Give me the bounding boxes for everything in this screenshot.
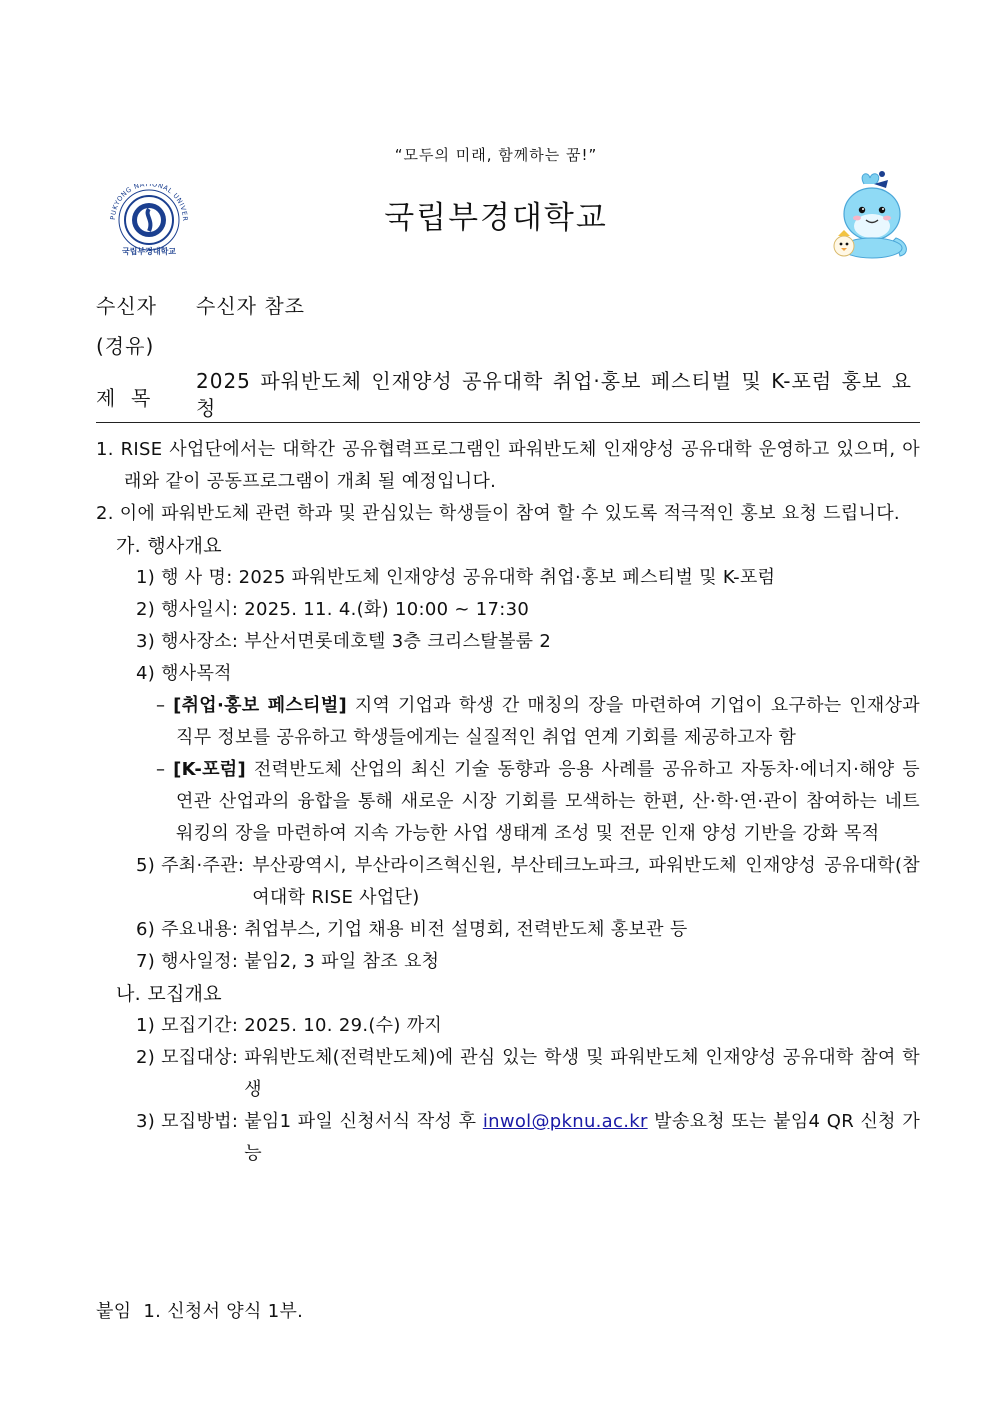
ga-item-4-purpose-b: – [K-포럼] 전력반도체 산업의 최신 기술 동향과 응용 사례를 공유하고 자동차·에너지·해양 등 연관 산업과의 융합을 통해 새로운 시장 기회를 모색하는 한편, 산·학·연·관이 참여하는 네트워킹의 장을 마련하여 지속 가능한 사업 생태계 조성 및 전문 인재 양성 기반을 강화 목적 bbox=[156, 759, 920, 844]
ga-item-5 bbox=[96, 850, 920, 914]
subject-label: 제 목 bbox=[96, 386, 152, 410]
festival-text: 지역 기업과 학생 간 매칭의 장을 마련하여 기업이 요구하는 인재상과 직무 정보를 공유하고 학생들에게는 실질적인 취업 연계 기회를 제공하고자 함 bbox=[176, 695, 920, 748]
na-item-3-label: 3) 모집방법: bbox=[136, 1111, 239, 1132]
paragraph-2: 2. 이에 파워반도체 관련 학과 및 관심있는 학생들이 참여 할 수 있도록 적극적인 홍보 요청 드립니다. bbox=[96, 503, 900, 524]
na-item-3 bbox=[96, 1106, 920, 1170]
recipient-value: 수신자 참조 bbox=[196, 294, 305, 318]
festival-tag: [취업·홍보 페스티벌] bbox=[173, 695, 348, 716]
subject-value: 2025 파워반도체 인재양성 공유대학 취업·홍보 페스티벌 및 K-포럼 홍보 요청 bbox=[196, 369, 912, 420]
na-item-1-value: 2025. 10. 29.(수) 까지 bbox=[244, 1015, 443, 1036]
ga-item-4-purpose-a: – [취업·홍보 페스티벌] 지역 기업과 학생 간 매칭의 장을 마련하여 기업이 요구하는 인재상과 직무 정보를 공유하고 학생들에게는 실질적인 취업 연계 기회를 제공하고자 함 bbox=[156, 695, 920, 748]
paragraph-1: 1. RISE 사업단에서는 대학간 공유협력프로그램인 파워반도체 인재양성 공유대학 운영하고 있으며, 아래와 같이 공동프로그램이 개최 될 예정입니다. bbox=[96, 439, 920, 492]
header-divider bbox=[96, 422, 920, 423]
ga-item-2 bbox=[96, 594, 920, 626]
section-ga-heading: 가. 행사개요 bbox=[116, 535, 222, 557]
na-item-2 bbox=[96, 1042, 920, 1106]
ga-item-6-value: 취업부스, 기업 채용 비전 설명회, 전력반도체 홍보관 등 bbox=[244, 919, 688, 940]
section-na-heading: 나. 모집개요 bbox=[116, 983, 222, 1005]
ga-item-1-value: 2025 파워반도체 인재양성 공유대학 취업·홍보 페스티벌 및 K-포럼 bbox=[238, 567, 776, 588]
forum-text: 전력반도체 산업의 최신 기술 동향과 응용 사례를 공유하고 자동차·에너지·해양 등 연관 산업과의 융합을 통해 새로운 시장 기회를 모색하는 한편, 산·학·연·관이 참여하는 네트워킹의 장을 마련하여 지속 가능한 사업 생태계 조성 및 전문 인재 양성 기반을 강화 목적 bbox=[176, 759, 920, 844]
na-item-1-label: 1) 모집기간: bbox=[136, 1015, 239, 1036]
ga-item-7 bbox=[96, 946, 920, 978]
ga-item-2-label: 2) 행사일시: bbox=[136, 599, 239, 620]
attachment-line: 붙임 1. 신청서 양식 1부. bbox=[96, 1301, 304, 1322]
na-item-3-value bbox=[244, 1106, 920, 1170]
ga-item-5-value: 부산광역시, 부산라이즈혁신원, 부산테크노파크, 파워반도체 인재양성 공유대학(참여대학 RISE 사업단) bbox=[252, 855, 920, 908]
ga-item-3-value: 부산서면롯데호텔 3층 크리스탈볼룸 2 bbox=[244, 631, 552, 652]
mascot-image bbox=[828, 168, 912, 264]
logo-arc-text: PUKYONG NATIONAL UNIVER bbox=[108, 184, 190, 222]
na-item-2-value: 파워반도체(전력반도체)에 관심 있는 학생 및 파워반도체 인재양성 공유대학 참여 학생 bbox=[244, 1047, 920, 1100]
application-email-link[interactable]: inwol@pknu.ac.kr bbox=[482, 1111, 648, 1132]
ga-item-6 bbox=[96, 914, 920, 946]
ga-item-1 bbox=[96, 562, 920, 594]
document-body bbox=[96, 434, 920, 1170]
ga-item-1-label: 1) 행 사 명: bbox=[136, 567, 233, 588]
na-item-2-label: 2) 모집대상: bbox=[136, 1047, 239, 1068]
ga-item-3-label: 3) 행사장소: bbox=[136, 631, 239, 652]
ga-item-7-value: 붙임2, 3 파일 참조 요청 bbox=[244, 951, 440, 972]
na-item-3-pre: 붙임1 파일 신청서식 작성 후 bbox=[244, 1111, 477, 1132]
slogan: “모두의 미래, 함께하는 꿈!” bbox=[394, 146, 598, 164]
na-item-3-post: 발송요청 또는 붙임4 QR 신청 가능 bbox=[244, 1111, 921, 1164]
logo-korean-text: 국립부경대학교 bbox=[121, 247, 177, 256]
via-label: (경유) bbox=[96, 334, 155, 358]
ga-item-7-label: 7) 행사일정: bbox=[136, 951, 239, 972]
forum-tag: [K-포럼] bbox=[173, 759, 247, 780]
ga-item-4-label: 4) 행사목적 bbox=[136, 663, 232, 684]
ga-item-3 bbox=[96, 626, 920, 658]
ga-item-6-label: 6) 주요내용: bbox=[136, 919, 239, 940]
page-title: 국립부경대학교 bbox=[384, 200, 608, 236]
na-item-1 bbox=[96, 1010, 920, 1042]
ga-item-5-label: 5) 주최·주관: bbox=[136, 855, 245, 876]
recipient-label: 수신자 bbox=[96, 294, 157, 318]
ga-item-2-value: 2025. 11. 4.(화) 10:00 ~ 17:30 bbox=[244, 599, 530, 620]
